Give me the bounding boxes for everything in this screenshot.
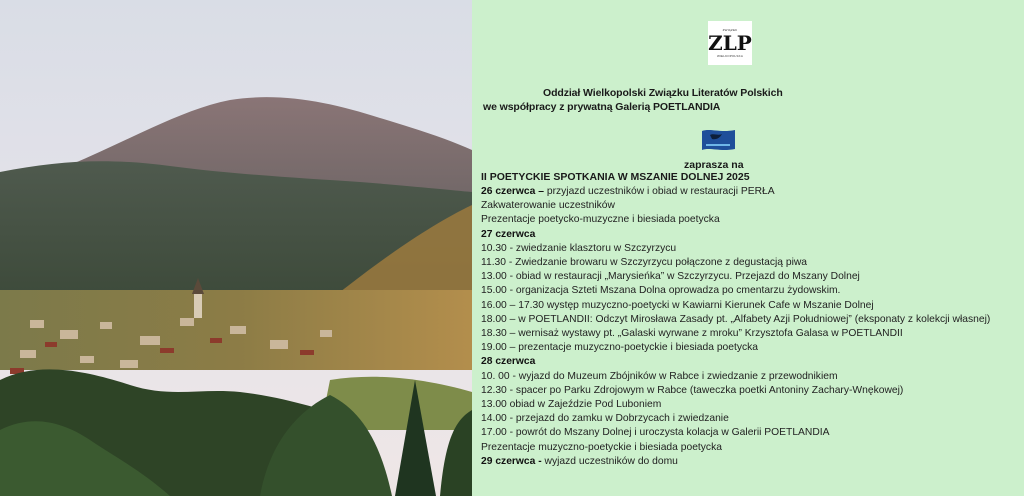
schedule-text: 18.00 – w POETLANDII: Odczyt Mirosława Zasady pt. „Alfabety Azji Południowej” (eksponaty z kolekcji własnej) [481, 313, 991, 325]
schedule-line [481, 256, 1017, 270]
schedule-text: Prezentacje poetycko-muzyczne i biesiada poetycka [481, 214, 720, 226]
schedule-line [481, 370, 1017, 384]
schedule-line [481, 341, 1017, 355]
schedule-line [481, 242, 1017, 256]
event-title: II POETYCKIE SPOTKANIA W MSZANIE DOLNEJ 2025 [481, 171, 750, 183]
schedule-text: 19.00 – prezentacje muzyczno-poetyckie i biesiada poetycka [481, 342, 759, 354]
schedule-line [481, 313, 1017, 327]
schedule-text: przyjazd uczestników i obiad w restauracji PERŁA [546, 186, 775, 197]
schedule-date: 29 czerwca - [481, 455, 545, 467]
schedule-text: Zakwaterowanie uczestników [481, 200, 615, 212]
schedule-line [481, 412, 1017, 426]
poetlandia-logo-icon [700, 127, 737, 153]
schedule-line [481, 441, 1017, 455]
invite-text: zaprasza na [684, 159, 744, 171]
zlp-logo-bottom: WIELKOPOLSKA [716, 54, 744, 58]
schedule-date: 26 czerwca – [481, 186, 547, 197]
schedule-text: 15.00 - organizacja Szteti Mszana Dolna oprowadza po cmentarzu żydowskim. [481, 285, 841, 297]
schedule-date: 27 czerwca [481, 228, 536, 240]
zlp-logo-main: ZLP [708, 31, 752, 55]
schedule-line [481, 270, 1017, 284]
schedule-line [481, 228, 1017, 242]
schedule-text: Prezentacje muzyczno-poetyckie i biesiada poetycka [481, 441, 722, 453]
schedule-line [481, 384, 1017, 398]
schedule-line [481, 299, 1017, 313]
header-line-1: Oddział Wielkopolski Związku Literatów Polskich [543, 87, 783, 99]
schedule-text: 10.30 - zwiedzanie klasztoru w Szczyrzycu [481, 242, 677, 254]
schedule-line [481, 455, 1017, 469]
schedule-text: 16.00 – 17.30 występ muzyczno-poetycki w Kawiarni Kierunek Cafe w Mszanie Dolnej [481, 299, 874, 311]
schedule-text: 13.00 - obiad w restauracji „Marysieńka” w Szczyrzycu. Przejazd do Mszany Dolnej [481, 271, 860, 283]
landscape-photo [0, 0, 472, 496]
schedule-text: 13.00 obiad w Zajeździe Pod Luboniem [481, 399, 662, 411]
schedule-text: 12.30 - spacer po Parku Zdrojowym w Rabce (taweczka poetki Antoniny Zachary-Wnękowej) [481, 384, 904, 396]
schedule-text: 14.00 - przejazd do zamku w Dobrzycach i zwiedzanie [481, 413, 729, 425]
zlp-logo [708, 21, 752, 65]
schedule-text: 11.30 - Zwiedzanie browaru w Szczyrzycu połączone z degustacją piwa [481, 257, 808, 269]
schedule-text: 10. 00 - wyjazd do Muzeum Zbójników w Rabce i zwiedzanie z przewodnikiem [481, 370, 838, 382]
info-panel [472, 0, 1024, 496]
schedule-list [481, 185, 1017, 469]
zlp-logo-top: ZWIĄZEK [722, 28, 738, 32]
schedule-date: 28 czerwca [481, 356, 536, 368]
schedule-line [481, 185, 1017, 199]
schedule-line [481, 398, 1017, 412]
schedule-text: 17.00 - powrót do Mszany Dolnej i uroczysta kolacja w Galerii POETLANDIA [481, 427, 830, 439]
schedule-line [481, 213, 1017, 227]
schedule-line [481, 199, 1017, 213]
schedule-text: wyjazd uczestników do domu [544, 455, 678, 467]
header-line-2: we współpracy z prywatną Galerią POETLANDIA [483, 101, 721, 113]
schedule-line [481, 284, 1017, 298]
schedule-text: 18.30 – wernisaż wystawy pt. „Galaski wyrwane z mroku” Krzysztofa Galasa w POETLANDII [481, 328, 903, 340]
schedule-line [481, 355, 1017, 369]
schedule-line [481, 426, 1017, 440]
schedule-line [481, 327, 1017, 341]
